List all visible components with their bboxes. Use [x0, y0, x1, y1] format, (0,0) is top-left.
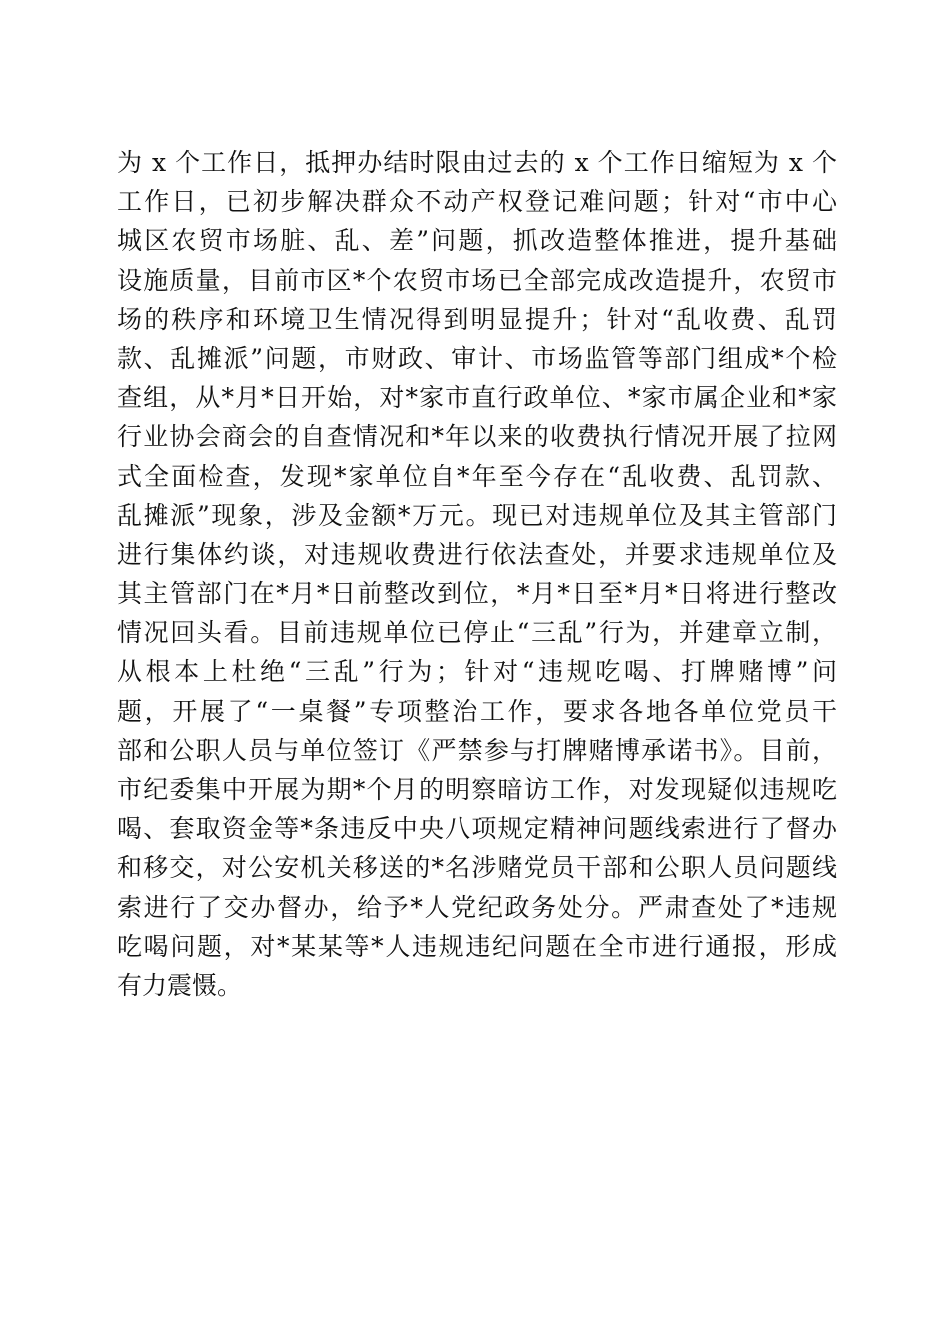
body-paragraph: [117, 143, 837, 1005]
text-line: 城区农贸市场脏、乱、差”问题，抓改造整体推进，提升基础: [117, 226, 837, 256]
text-line: 市纪委集中开展为期*个月的明察暗访工作，对发现疑似违规吃: [117, 775, 837, 804]
text-line: 吃喝问题，对*某某等*人违规违纪问题在全市进行通报，形成: [117, 931, 837, 961]
text-line: 索进行了交办督办，给予*人党纪政务处分。严肃查处了*违规: [117, 892, 837, 922]
text-line: 场的秩序和环境卫生情况得到明显提升；针对“乱收费、乱罚: [117, 304, 837, 334]
text-line: 题，开展了“一桌餐”专项整治工作，要求各地各单位党员干: [117, 696, 837, 726]
text-line: 行业协会商会的自查情况和*年以来的收费执行情况开展了拉网: [117, 422, 837, 452]
text-line: 其主管部门在*月*日前整改到位，*月*日至*月*日将进行整改: [117, 579, 837, 609]
text-line: 设施质量，目前市区*个农贸市场已全部完成改造提升，农贸市: [117, 265, 837, 295]
text-line: 乱摊派”现象，涉及金额*万元。现已对违规单位及其主管部门: [117, 500, 837, 530]
text-line: 款、乱摊派”问题，市财政、审计、市场监管等部门组成*个检: [117, 343, 837, 373]
text-line: 工作日，已初步解决群众不动产权登记难问题；针对“市中心: [117, 187, 837, 217]
text-line: 喝、套取资金等*条违反中央八项规定精神问题线索进行了督办: [117, 814, 837, 844]
text-line-last: 有力震慑。: [117, 970, 243, 1000]
text-line: 为 x 个工作日，抵押办结时限由过去的 x 个工作日缩短为 x 个: [117, 148, 837, 177]
text-line: 情况回头看。目前违规单位已停止“三乱”行为，并建章立制，: [117, 618, 837, 648]
text-line: 查组，从*月*日开始，对*家市直行政单位、*家市属企业和*家: [117, 383, 837, 413]
text-line: 从根本上杜绝“三乱”行为；针对“违规吃喝、打牌赌博”问: [117, 657, 837, 687]
text-line: 式全面检查，发现*家单位自*年至今存在“乱收费、乱罚款、: [117, 461, 837, 491]
text-line: 部和公职人员与单位签订《严禁参与打牌赌博承诺书》。目前，: [117, 735, 837, 765]
text-line: 和移交，对公安机关移送的*名涉赌党员干部和公职人员问题线: [117, 853, 837, 883]
text-line: 进行集体约谈，对违规收费进行依法查处，并要求违规单位及: [117, 539, 837, 569]
